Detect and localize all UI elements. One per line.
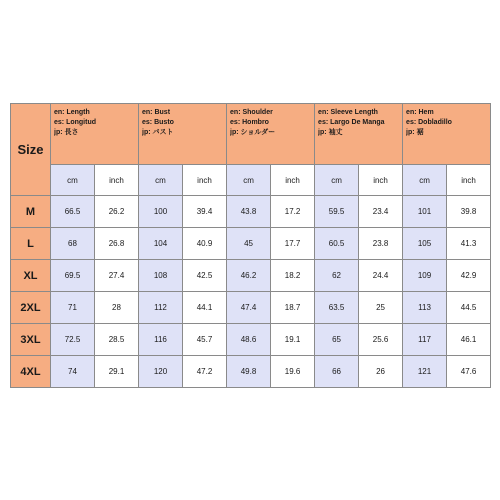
- inch-value-cell: 18.7: [271, 292, 315, 324]
- measurement-label-jp: [406, 128, 490, 138]
- cm-value-cell: 60.5: [315, 228, 359, 260]
- language-prefix: jp:: [406, 129, 415, 136]
- inch-value-cell: 47.2: [183, 356, 227, 388]
- table-row: [11, 292, 491, 324]
- unit-header-cm: cm: [51, 165, 95, 196]
- measurement-name: Busto: [154, 119, 174, 126]
- measurement-label-jp: [54, 128, 138, 138]
- size-label: 4XL: [11, 356, 51, 388]
- table-row: [11, 228, 491, 260]
- measurement-name: Sleeve Length: [330, 109, 378, 116]
- inch-value-cell: 23.4: [359, 196, 403, 228]
- cm-value-cell: 62: [315, 260, 359, 292]
- unit-header-inch: inch: [183, 165, 227, 196]
- measurement-name: 裾: [416, 129, 424, 136]
- language-prefix: jp:: [142, 129, 151, 136]
- cm-value-cell: 43.8: [227, 196, 271, 228]
- cm-value-cell: 66.5: [51, 196, 95, 228]
- measurement-header: [139, 104, 227, 165]
- language-prefix: en:: [318, 109, 329, 116]
- cm-value-cell: 120: [139, 356, 183, 388]
- measurement-name: Largo De Manga: [330, 119, 385, 126]
- size-label: 3XL: [11, 324, 51, 356]
- unit-header-row: [11, 165, 491, 196]
- measurement-label-jp: [142, 128, 226, 138]
- inch-value-cell: 40.9: [183, 228, 227, 260]
- size-label: XL: [11, 260, 51, 292]
- measurement-name: Dobladillo: [418, 119, 452, 126]
- cm-value-cell: 116: [139, 324, 183, 356]
- cm-value-cell: 112: [139, 292, 183, 324]
- unit-header-cm: cm: [315, 165, 359, 196]
- measurement-name: Longitud: [66, 119, 97, 126]
- inch-value-cell: 17.2: [271, 196, 315, 228]
- inch-value-cell: 46.1: [447, 324, 491, 356]
- inch-value-cell: 25.6: [359, 324, 403, 356]
- measurement-name: Hombro: [242, 119, 269, 126]
- size-label: L: [11, 228, 51, 260]
- inch-value-cell: 42.5: [183, 260, 227, 292]
- measurement-label-jp: [318, 128, 402, 138]
- inch-value-cell: 28.5: [95, 324, 139, 356]
- language-prefix: es:: [54, 119, 65, 126]
- inch-value-cell: 26.8: [95, 228, 139, 260]
- measurement-header: [227, 104, 315, 165]
- language-prefix: es:: [230, 119, 241, 126]
- language-prefix: en:: [406, 109, 417, 116]
- cm-value-cell: 72.5: [51, 324, 95, 356]
- cm-value-cell: 74: [51, 356, 95, 388]
- cm-value-cell: 59.5: [315, 196, 359, 228]
- cm-value-cell: 104: [139, 228, 183, 260]
- inch-value-cell: 27.4: [95, 260, 139, 292]
- unit-header-inch: inch: [95, 165, 139, 196]
- inch-value-cell: 39.8: [447, 196, 491, 228]
- measurement-name: 袖丈: [328, 129, 343, 136]
- language-prefix: en:: [54, 109, 65, 116]
- cm-value-cell: 71: [51, 292, 95, 324]
- inch-value-cell: 45.7: [183, 324, 227, 356]
- cm-value-cell: 66: [315, 356, 359, 388]
- unit-header-inch: inch: [271, 165, 315, 196]
- unit-header-inch: inch: [359, 165, 403, 196]
- cm-value-cell: 63.5: [315, 292, 359, 324]
- inch-value-cell: 19.1: [271, 324, 315, 356]
- cm-value-cell: 45: [227, 228, 271, 260]
- size-chart-table: [10, 103, 491, 388]
- measurement-name: 長さ: [64, 129, 79, 136]
- table-row: [11, 260, 491, 292]
- language-prefix: es:: [318, 119, 329, 126]
- cm-value-cell: 101: [403, 196, 447, 228]
- inch-value-cell: 18.2: [271, 260, 315, 292]
- inch-value-cell: 44.1: [183, 292, 227, 324]
- measurement-header: [51, 104, 139, 165]
- measurement-label-en: [54, 108, 138, 118]
- measurement-label-en: [230, 108, 314, 118]
- inch-value-cell: 24.4: [359, 260, 403, 292]
- measurement-header: [315, 104, 403, 165]
- inch-value-cell: 25: [359, 292, 403, 324]
- cm-value-cell: 65: [315, 324, 359, 356]
- cm-value-cell: 105: [403, 228, 447, 260]
- table-row: [11, 356, 491, 388]
- measurement-name: バスト: [152, 129, 174, 136]
- size-chart-body: [11, 104, 491, 388]
- language-prefix: en:: [230, 109, 241, 116]
- inch-value-cell: 17.7: [271, 228, 315, 260]
- language-prefix: jp:: [54, 129, 63, 136]
- measurement-label-en: [318, 108, 402, 118]
- inch-value-cell: 23.8: [359, 228, 403, 260]
- language-prefix: es:: [142, 119, 153, 126]
- inch-value-cell: 26.2: [95, 196, 139, 228]
- cm-value-cell: 108: [139, 260, 183, 292]
- measurement-label-en: [142, 108, 226, 118]
- cm-value-cell: 69.5: [51, 260, 95, 292]
- cm-value-cell: 121: [403, 356, 447, 388]
- measurement-name: Shoulder: [242, 109, 273, 116]
- language-prefix: es:: [406, 119, 417, 126]
- measurement-label-es: [54, 118, 138, 128]
- measurement-name: Length: [66, 109, 90, 116]
- cm-value-cell: 109: [403, 260, 447, 292]
- measurement-label-jp: [230, 128, 314, 138]
- language-prefix: jp:: [230, 129, 239, 136]
- inch-value-cell: 26: [359, 356, 403, 388]
- inch-value-cell: 44.5: [447, 292, 491, 324]
- cm-value-cell: 48.6: [227, 324, 271, 356]
- measurement-label-es: [142, 118, 226, 128]
- unit-header-cm: cm: [139, 165, 183, 196]
- language-prefix: jp:: [318, 129, 327, 136]
- measurement-label-es: [406, 118, 490, 128]
- cm-value-cell: 117: [403, 324, 447, 356]
- measurement-name: Bust: [154, 109, 171, 116]
- measurement-name: Hem: [418, 109, 434, 116]
- inch-value-cell: 41.3: [447, 228, 491, 260]
- measurement-label-es: [230, 118, 314, 128]
- cm-value-cell: 49.8: [227, 356, 271, 388]
- size-label: M: [11, 196, 51, 228]
- inch-value-cell: 28: [95, 292, 139, 324]
- table-row: [11, 324, 491, 356]
- unit-header-cm: cm: [227, 165, 271, 196]
- inch-value-cell: 29.1: [95, 356, 139, 388]
- measurement-label-es: [318, 118, 402, 128]
- inch-value-cell: 19.6: [271, 356, 315, 388]
- cm-value-cell: 113: [403, 292, 447, 324]
- unit-header-cm: cm: [403, 165, 447, 196]
- size-label: 2XL: [11, 292, 51, 324]
- language-prefix: en:: [142, 109, 153, 116]
- measurement-label-en: [406, 108, 490, 118]
- cm-value-cell: 47.4: [227, 292, 271, 324]
- inch-value-cell: 42.9: [447, 260, 491, 292]
- unit-header-inch: inch: [447, 165, 491, 196]
- size-column-header: Size: [11, 104, 51, 196]
- measurement-name: ショルダー: [240, 129, 276, 136]
- inch-value-cell: 39.4: [183, 196, 227, 228]
- cm-value-cell: 68: [51, 228, 95, 260]
- cm-value-cell: 46.2: [227, 260, 271, 292]
- inch-value-cell: 47.6: [447, 356, 491, 388]
- table-row: [11, 196, 491, 228]
- measurement-header-row: [11, 104, 491, 165]
- measurement-header: [403, 104, 491, 165]
- cm-value-cell: 100: [139, 196, 183, 228]
